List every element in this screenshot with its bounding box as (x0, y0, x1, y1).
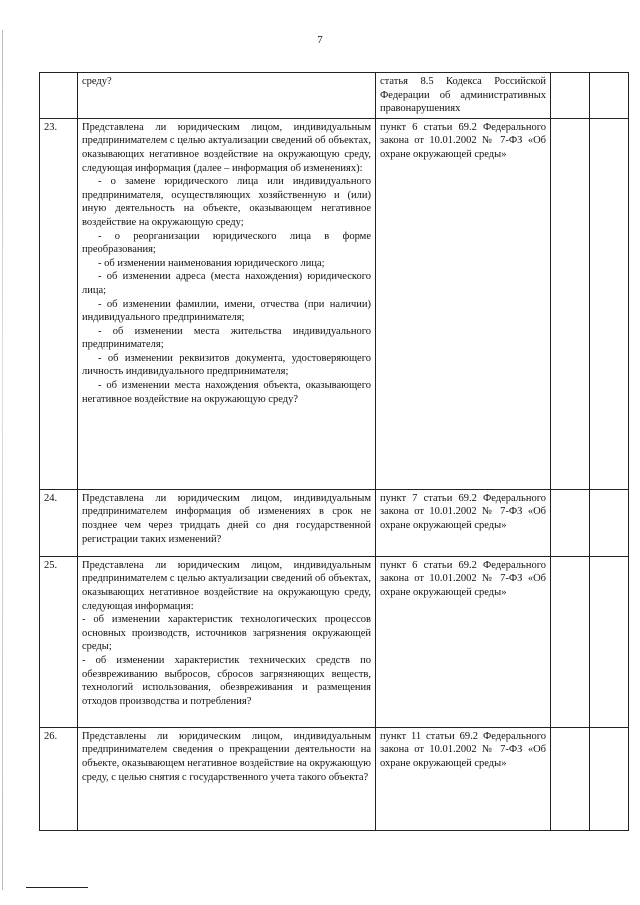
footnote-rule (26, 887, 88, 888)
question-text: Представлена ли юридическим лицом, индивидуальным предпринимателем информация об изменениях в срок не позднее чем через тридцать дней со дня государственной регистрации таких изменений? (82, 492, 371, 545)
question-subitem: - об изменении адреса (места нахождения) юридического лица; (82, 271, 371, 296)
answer-cell-no[interactable] (590, 556, 629, 727)
legal-reference-cell: статья 8.5 Кодекса Российской Федерации об административных правонарушениях (376, 73, 551, 119)
answer-cell-no[interactable] (590, 489, 629, 556)
row-number: 26. (40, 727, 78, 830)
question-cell (78, 118, 376, 489)
answer-cell-yes[interactable] (551, 489, 590, 556)
answer-cell-no[interactable] (590, 118, 629, 489)
row-number: 24. (40, 489, 78, 556)
checklist-table (39, 72, 629, 831)
question-text: Представлена ли юридическим лицом, индивидуальным предпринимателем с целью актуализации сведений об объектах, оказывающих негативное воздействие на окружающую среду, следующая информация (далее – информация об изменениях): (82, 121, 371, 174)
question-subitem: - об изменении места нахождения объекта, оказывающего негативное воздействие на окружающую среду? (82, 380, 371, 405)
question-cell (78, 73, 376, 119)
question-cell (78, 489, 376, 556)
row-number: 25. (40, 556, 78, 727)
legal-reference-cell: пункт 6 статьи 69.2 Федерального закона от 10.01.2002 № 7-ФЗ «Об охране окружающей среды» (376, 556, 551, 727)
table-row (40, 727, 629, 830)
question-subitem: - об изменении реквизитов документа, удостоверяющего личность индивидуального предпринимателя; (82, 352, 371, 378)
question-text: Представлена ли юридическим лицом, индивидуальным предпринимателем с целью актуализации сведений об объектах, оказывающих негативное воздействие на окружающую среду, следующая информация: (82, 559, 371, 612)
page-number: 7 (317, 34, 323, 46)
answer-cell-no[interactable] (590, 73, 629, 119)
question-subitem: - о реорганизации юридического лица в форме преобразования; (82, 230, 371, 256)
row-number (40, 73, 78, 119)
table-row (40, 73, 629, 119)
answer-cell-no[interactable] (590, 727, 629, 830)
question-cell (78, 727, 376, 830)
question-subitem: - об изменении характеристик технологических процессов основных производств, источников загрязнения окружающей среды; (82, 614, 371, 653)
question-subitem: - об изменении характеристик технических средств по обезвреживанию выбросов, сбросов загрязняющих веществ, технологий использования, обезвреживания и размещения отходов производства и потребления? (82, 654, 371, 707)
answer-cell-yes[interactable] (551, 727, 590, 830)
question-subitem: - об изменении фамилии, имени, отчества (при наличии) индивидуального предпринимателя; (82, 298, 371, 324)
scan-edge-shadow (2, 30, 3, 890)
table-row (40, 118, 629, 489)
question-subitem: - об изменении места жительства индивидуального предпринимателя; (82, 325, 371, 351)
question-subitem: - о замене юридического лица или индивидуального предпринимателя, осуществляющих хозяйственную и (или) иную деятельность на объекте, оказывающем негативное воздействие на окружающую среду; (82, 176, 371, 228)
legal-reference-cell: пункт 7 статьи 69.2 Федерального закона от 10.01.2002 № 7-ФЗ «Об охране окружающей среды» (376, 489, 551, 556)
legal-reference-cell: пункт 6 статьи 69.2 Федерального закона от 10.01.2002 № 7-ФЗ «Об охране окружающей среды» (376, 118, 551, 489)
question-cell (78, 556, 376, 727)
answer-cell-yes[interactable] (551, 73, 590, 119)
question-subitem: - об изменении наименования юридического лица; (98, 257, 325, 269)
answer-cell-yes[interactable] (551, 118, 590, 489)
legal-reference-cell: пункт 11 статьи 69.2 Федерального закона от 10.01.2002 № 7-ФЗ «Об охране окружающей среды» (376, 727, 551, 830)
row-number: 23. (40, 118, 78, 489)
table-row (40, 556, 629, 727)
question-text: среду? (82, 76, 112, 87)
question-text: Представлены ли юридическим лицом, индивидуальным предпринимателем сведения о прекращении деятельности на объекте, оказывающем негативное воздействие на окружающую среду, с целью снятия с государственного учета такого объекта? (82, 730, 371, 783)
table-row (40, 489, 629, 556)
answer-cell-yes[interactable] (551, 556, 590, 727)
